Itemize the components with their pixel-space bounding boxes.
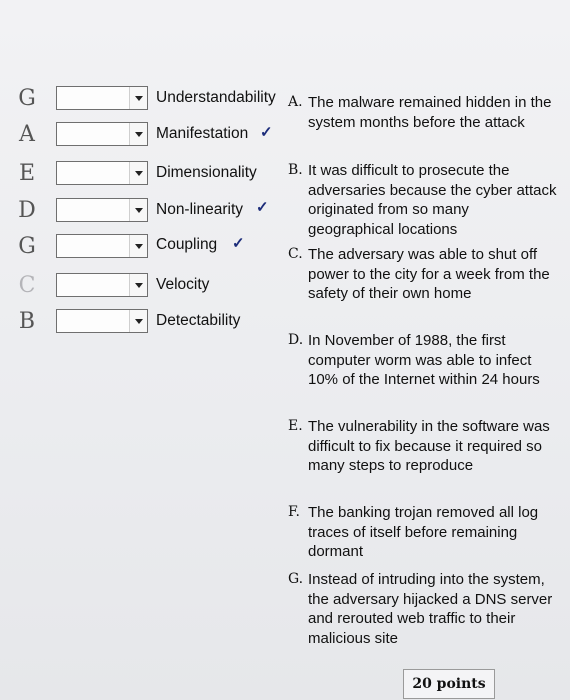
handwritten-letter: G [18, 86, 36, 111]
answer-letter: B. [288, 162, 303, 178]
handwritten-letter: E [18, 161, 36, 186]
answer-select-velocity[interactable] [56, 273, 148, 297]
answer-text: The malware remained hidden in the system months before the attack [308, 94, 552, 131]
answer-option [288, 417, 558, 476]
handwritten-letter: C [18, 273, 36, 298]
check-icon: ✓ [260, 124, 273, 141]
answer-letter: E. [288, 418, 303, 434]
dropdown-arrow-icon[interactable] [129, 274, 147, 296]
answer-select-dimensionality[interactable] [56, 161, 148, 185]
term-label: Understandability [156, 89, 276, 106]
term-label: Coupling [156, 236, 218, 253]
points-label: 20 points [403, 669, 495, 699]
answer-select-coupling[interactable] [56, 234, 148, 258]
dropdown-arrow-icon[interactable] [129, 199, 147, 221]
term-label: Detectability [156, 312, 241, 329]
check-icon: ✓ [232, 235, 245, 252]
answer-letter: D. [288, 332, 304, 348]
check-icon: ✓ [256, 199, 269, 216]
answer-select-non-linearity[interactable] [56, 198, 148, 222]
answer-option [288, 503, 558, 562]
answer-select-understandability[interactable] [56, 86, 148, 110]
answer-letter: A. [288, 94, 303, 110]
term-label: Dimensionality [156, 164, 257, 181]
answer-option [288, 93, 558, 132]
dropdown-arrow-icon[interactable] [129, 235, 147, 257]
term-label: Non-linearity [156, 201, 244, 218]
answer-text: The banking trojan removed all log traces of itself before remaining dormant [308, 504, 539, 560]
answer-select-manifestation[interactable] [56, 122, 148, 146]
answer-text: The vulnerability in the software was difficult to fix because it required so many steps to reproduce [308, 418, 550, 474]
answer-letter: G. [288, 571, 304, 587]
answer-option [288, 570, 558, 648]
handwritten-letter: G [18, 234, 36, 259]
handwritten-letter: D [18, 198, 36, 223]
dropdown-arrow-icon[interactable] [129, 162, 147, 184]
answer-text: In November of 1988, the first computer worm was able to infect 10% of the Internet within 24 hours [308, 332, 540, 388]
answer-letter: F. [288, 504, 300, 520]
term-label: Velocity [156, 276, 210, 293]
term-label: Manifestation [156, 125, 249, 142]
answer-text: The adversary was able to shut off power to the city for a week from the safety of their own home [308, 246, 550, 302]
answer-option [288, 161, 558, 239]
handwritten-letter: B [18, 309, 36, 334]
answer-option [288, 331, 558, 390]
answer-select-detectability[interactable] [56, 309, 148, 333]
handwritten-letter: A [19, 122, 35, 147]
dropdown-arrow-icon[interactable] [129, 87, 147, 109]
answer-text: It was difficult to prosecute the adversaries because the cyber attack originated from so many geographical locations [308, 162, 557, 238]
dropdown-arrow-icon[interactable] [129, 310, 147, 332]
answer-letter: C. [288, 246, 303, 262]
answer-option [288, 245, 558, 304]
answer-text: Instead of intruding into the system, the adversary hijacked a DNS server and rerouted web traffic to their malicious site [308, 571, 553, 647]
dropdown-arrow-icon[interactable] [129, 123, 147, 145]
